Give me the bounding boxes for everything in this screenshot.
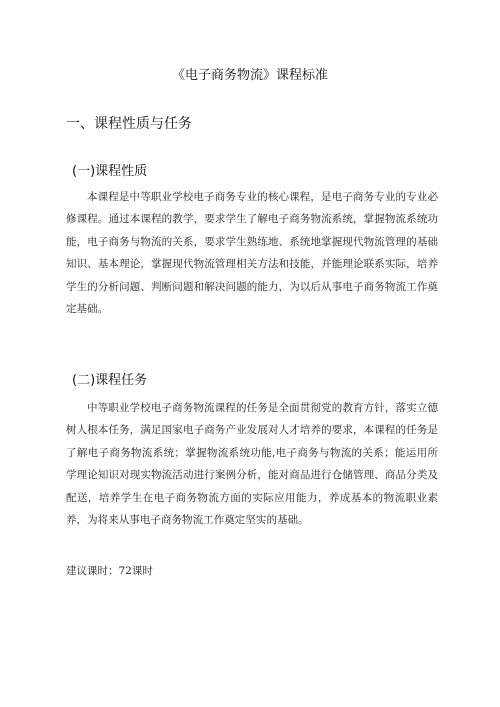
section-heading: 一、课程性质与任务 xyxy=(66,116,192,132)
document-title: 《电子商务物流》课程标准 xyxy=(171,68,328,83)
paragraph-course-nature: 本课程是中等职业学校电子商务专业的核心课程，是电子商务专业的专业必修课程。通过本课程的教学，要求学生了解电子商务物流系统，掌握物流系统功能，电子商务与物流的关系，要求学生熟练地、系统地掌握现代物流管理的基础知识、基本理论，掌握现代物流管理相关方法和技能，并能理论联系实际，培养学生的分析问题、判断问题和解决问题的能力，为以后从事电子商务物流工作奠定基础。 xyxy=(66,191,438,316)
paragraph-course-tasks: 中等职业学校电子商务物流课程的任务是全面贯彻党的教育方针，落实立德树人根本任务，满足国家电子商务产业发展对人才培养的要求，本课程的任务是了解电子商务物流系统；掌握物流系统功能,电子商务与物流的关系；能运用所学理论知识对现实物流活动进行案例分析，能对商品进行仓储管理、商品分类及配送，培养学生在电子商务物流方面的实际应用能力，养成基本的物流职业素养，为将来从事电子商务物流工作奠定坚实的基础。 xyxy=(66,402,438,527)
subsection-heading-nature: (一)课程性质 xyxy=(72,164,148,179)
suggested-hours: 建议课时：72课时 xyxy=(66,565,153,577)
subsection-heading-tasks: (二)课程任务 xyxy=(72,373,148,388)
